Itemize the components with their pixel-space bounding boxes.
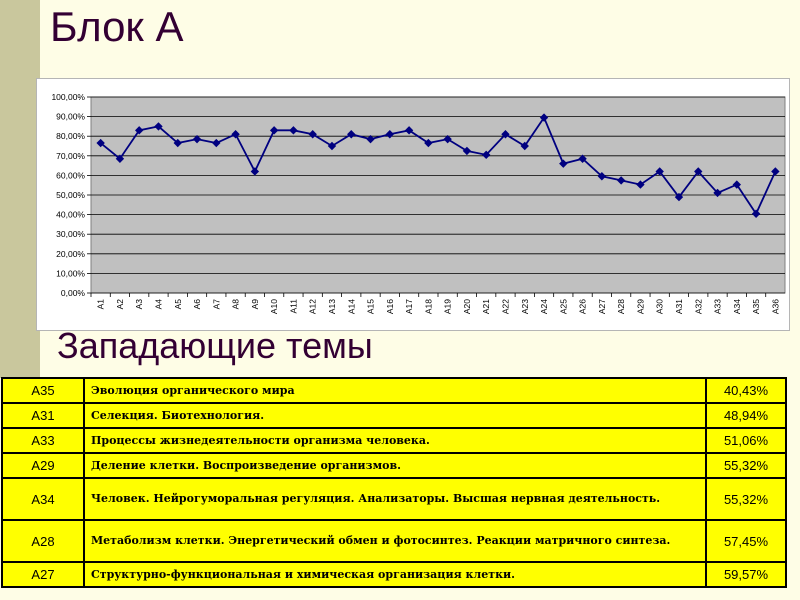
x-tick-label: A35 (751, 299, 762, 315)
topic-percent: 48,94% (706, 403, 786, 428)
x-tick-label: A19 (442, 299, 453, 315)
x-tick-label: A10 (269, 299, 280, 315)
y-tick-label: 20,00% (56, 248, 85, 259)
topic-title: Селекция. Биотехнология. (91, 408, 265, 422)
left-decor-bar (0, 0, 40, 378)
topic-title: Структурно-функциональная и химическая организация клетки. (91, 567, 515, 581)
topic-title: Метаболизм клетки. Энергетический обмен и фотосинтез. Реакции матричного синтеза. (91, 534, 671, 548)
table-row (2, 403, 786, 428)
topic-percent: 57,45% (706, 520, 786, 562)
x-tick-label: A1 (95, 299, 106, 310)
y-tick-label: 0,00% (60, 288, 85, 298)
x-tick-label: A36 (770, 299, 781, 315)
topic-percent: 40,43% (706, 378, 786, 403)
y-tick-label: 70,00% (56, 150, 85, 161)
y-tick-label: 80,00% (56, 131, 85, 142)
y-tick-label: 50,00% (56, 190, 85, 200)
topic-title-cell (84, 478, 706, 520)
topic-percent: 55,32% (706, 478, 786, 520)
x-tick-label: A4 (153, 299, 164, 310)
x-tick-label: A16 (384, 299, 395, 315)
slide-title: Блок А (50, 3, 184, 50)
y-tick-label: 30,00% (56, 229, 85, 240)
topic-percent: 55,32% (706, 453, 786, 478)
table-row (2, 520, 786, 562)
x-tick-label: A13 (326, 299, 337, 315)
x-tick-label: A14 (346, 299, 357, 315)
topic-code: А34 (2, 478, 84, 520)
chart-frame (36, 78, 790, 331)
x-tick-label: A27 (596, 299, 607, 315)
weak-topics-table-body (2, 378, 786, 587)
x-tick-label: A18 (423, 299, 434, 315)
y-tick-label: 60,00% (56, 170, 85, 181)
x-tick-label: A7 (211, 299, 222, 310)
topic-title-cell (84, 453, 706, 478)
topic-percent: 59,57% (706, 562, 786, 587)
x-tick-label: A9 (249, 299, 260, 310)
x-tick-label: A21 (481, 299, 492, 315)
x-tick-label: A32 (693, 299, 704, 315)
table-row (2, 453, 786, 478)
table-row (2, 478, 786, 520)
x-tick-label: A17 (404, 299, 415, 315)
x-tick-label: A5 (172, 299, 183, 310)
y-tick-label: 90,00% (56, 111, 85, 122)
topic-title: Человек. Нейрогуморальная регуляция. Анализаторы. Высшая нервная деятельность. (91, 492, 661, 506)
topic-code: А35 (2, 378, 84, 403)
topic-title: Эволюция органического мира (91, 383, 295, 397)
x-tick-label: A20 (461, 299, 472, 315)
x-tick-label: A33 (712, 299, 723, 315)
topic-title: Деление клетки. Воспроизведение организмов. (91, 458, 401, 472)
x-tick-label: A29 (635, 299, 646, 315)
topic-title-cell (84, 428, 706, 453)
x-tick-label: A31 (673, 299, 684, 315)
x-tick-label: A22 (500, 299, 511, 315)
x-tick-label: A25 (558, 299, 569, 315)
x-tick-label: A28 (616, 299, 627, 315)
topic-title-cell (84, 562, 706, 587)
x-tick-label: A11 (288, 299, 299, 314)
topic-code: А27 (2, 562, 84, 587)
topic-title: Процессы жизнедеятельности организма человека. (91, 433, 430, 447)
topic-title-cell (84, 403, 706, 428)
x-tick-label: A34 (731, 299, 742, 315)
x-tick-label: A15 (365, 299, 376, 315)
topic-code: А28 (2, 520, 84, 562)
x-tick-label: A24 (539, 299, 550, 315)
x-tick-label: A12 (307, 299, 318, 315)
line-chart (37, 79, 789, 330)
section-title: Западающие темы (57, 325, 373, 366)
x-tick-label: A26 (577, 299, 588, 315)
weak-topics-table (1, 377, 787, 588)
x-tick-label: A23 (519, 299, 530, 315)
x-tick-label: A3 (134, 299, 145, 310)
y-tick-label: 100,00% (51, 92, 85, 102)
table-row (2, 428, 786, 453)
x-tick-label: A8 (230, 299, 241, 310)
table-row (2, 378, 786, 403)
table-row (2, 562, 786, 587)
topic-title-cell (84, 520, 706, 562)
x-tick-label: A6 (192, 299, 203, 310)
y-tick-label: 10,00% (56, 268, 85, 279)
x-tick-label: A30 (654, 299, 665, 315)
topic-code: А29 (2, 453, 84, 478)
x-tick-label: A2 (114, 299, 125, 310)
topic-percent: 51,06% (706, 428, 786, 453)
y-tick-label: 40,00% (56, 209, 85, 220)
topic-code: А33 (2, 428, 84, 453)
topic-code: А31 (2, 403, 84, 428)
topic-title-cell (84, 378, 706, 403)
